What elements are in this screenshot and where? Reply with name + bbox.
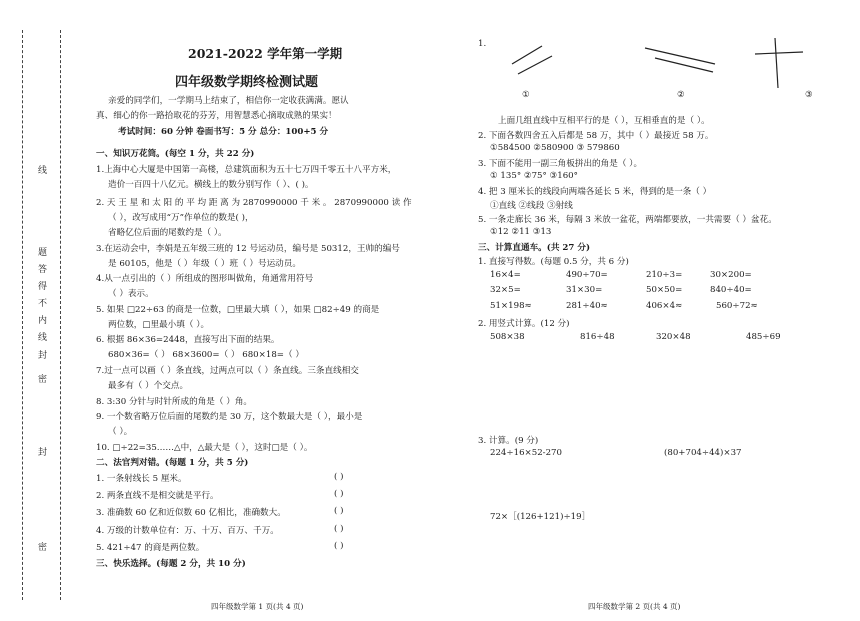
page-1-footer: 四年级数学第 1 页(共 4 页) <box>211 602 304 611</box>
p2-q2-options: ①584500 ②580900 ③ 579860 <box>490 143 620 153</box>
calc-section-heading: 三、计算直通车。(共 27 分) <box>478 243 591 253</box>
p2-q1-number: 1. <box>478 39 487 49</box>
binding-glyph: 得 <box>38 282 48 292</box>
judge-answer-3[interactable]: ( ) <box>334 506 344 516</box>
oral-calc: 281÷40≈ <box>566 301 608 311</box>
figure-label-3: ③ <box>805 90 813 100</box>
line-figures <box>500 38 840 93</box>
expression-3: 72×［(126+121)÷19］ <box>490 512 591 522</box>
binding-glyph: 封 <box>38 351 48 361</box>
figure-1-line-a <box>512 46 542 64</box>
q9-line-1: 9. 一个数省略万位后面的尾数约是 30 万，这个数最大是（ ），最小是 <box>96 412 363 422</box>
figure-2-line-b <box>655 58 713 72</box>
vertical-calc: 320×48 <box>656 332 691 342</box>
p2-q2: 2. 下面各数四舍五入后都是 58 万，其中（ ）最接近 58 万。 <box>478 131 714 141</box>
figure-3-line-h <box>755 52 803 54</box>
page-2-footer: 四年级数学第 2 页(共 4 页) <box>588 602 681 611</box>
binding-glyph: 线 <box>38 333 48 343</box>
oral-calc: 51×198≈ <box>490 301 532 311</box>
binding-glyph: 密 <box>38 543 48 553</box>
expression-1: 224÷16×52-270 <box>490 448 562 458</box>
calc-2-heading: 2. 用竖式计算。(12 分) <box>478 319 570 329</box>
section-2-heading: 二、法官判对错。(每题 1 分，共 5 分) <box>96 458 249 468</box>
q5-line-1: 5. 如果 □22÷63 的商是一位数，□里最大填（ ），如果 □82÷49 的商是 <box>96 305 380 315</box>
q4-line-2: （ ）表示。 <box>108 289 154 299</box>
oral-calc: 50×50= <box>646 285 683 295</box>
binding-glyph: 封 <box>38 448 48 458</box>
judge-answer-2[interactable]: ( ) <box>334 489 344 499</box>
q9-line-2: （ ）。 <box>108 427 133 437</box>
binding-glyph: 答 <box>38 265 48 275</box>
oral-calc: 16×4= <box>490 270 521 280</box>
oral-calc: 840÷40= <box>710 285 752 295</box>
section-3-heading-p1: 三、快乐选择。(每题 2 分，共 10 分) <box>96 559 246 569</box>
oral-calc: 490÷70= <box>566 270 608 280</box>
judge-item-1: 1. 一条射线长 5 厘米。 <box>96 474 187 484</box>
judge-answer-1[interactable]: ( ) <box>334 472 344 482</box>
figure-label-2: ② <box>677 90 685 100</box>
q2-line-1: 2. 天 王 星 和 太 阳 的 平 均 距 离 为 2870990000 千 米 。 2870990000 读 作 <box>96 198 412 208</box>
figure-3-line-v <box>775 38 778 88</box>
vertical-calc: 816÷48 <box>580 332 615 342</box>
oral-calc: 210÷3= <box>646 270 683 280</box>
binding-line-outer <box>22 30 23 600</box>
calc-3-heading: 3. 计算。(9 分) <box>478 436 539 446</box>
judge-item-4: 4. 万级的计数单位有：万、十万、百万、千万。 <box>96 526 279 536</box>
oral-calc: 30×200= <box>710 270 752 280</box>
judge-item-5: 5. 421÷47 的商是两位数。 <box>96 543 205 553</box>
exam-year-title: 2021-2022 学年第一学期 <box>188 46 343 61</box>
judge-answer-4[interactable]: ( ) <box>334 524 344 534</box>
q8-line: 8. 3:30 分针与时针所成的角是（ ）角。 <box>96 397 253 407</box>
binding-glyph: 内 <box>38 316 48 326</box>
q6-results: 680×36=（ ） 68×3600=（ ） 680×18=（ ） <box>108 350 304 360</box>
p2-q3: 3. 下面不能用一副三角板拼出的角是（ ）。 <box>478 159 643 169</box>
figure-2-line-a <box>645 48 715 64</box>
p2-q1-text: 上面几组直线中互相平行的是（ ），互相垂直的是（ ）。 <box>498 116 710 126</box>
section-1-heading: 一、知识万花筒。(每空 1 分，共 22 分) <box>96 149 255 159</box>
binding-glyph: 密 <box>38 375 48 385</box>
q1-line-1: 1.上海中心大厦是中国第一高楼，总建筑面积为五十七万四千零五十八平方米， <box>96 165 397 175</box>
judge-item-3: 3. 准确数 60 亿和近似数 60 亿相比，准确数大。 <box>96 508 286 518</box>
p2-q5-options: ①12 ②11 ③13 <box>490 227 552 237</box>
q3-line-1: 3.在运动会中，李娟是五年级三班的 12 号运动员，编号是 50312，王帅的编号 <box>96 244 400 254</box>
judge-item-2: 2. 两条直线不是相交就是平行。 <box>96 491 219 501</box>
q3-line-2: 是 60105，他是（ ）年级（ ）班（ ）号运动员。 <box>108 259 301 269</box>
q7-line-1: 7.过一点可以画（ ）条直线，过两点可以（ ）条直线。三条直线相交 <box>96 366 359 376</box>
intro-line-1: 亲爱的同学们，一学期马上结束了，相信你一定收获满满。愿认 <box>108 96 349 106</box>
oral-calc: 406×4≈ <box>646 301 683 311</box>
exam-info: 考试时间：60 分钟 卷面书写：5 分 总分：100+5 分 <box>118 127 329 137</box>
oral-calc: 32×5= <box>490 285 521 295</box>
q5-line-2: 两位数，□里最小填（ ）。 <box>108 320 210 330</box>
judge-answer-5[interactable]: ( ) <box>334 541 344 551</box>
q10-line: 10. □÷22=35……△中，△最大是（ ），这时□是（ ）。 <box>96 443 313 453</box>
binding-glyph: 不 <box>38 299 48 309</box>
p2-q3-options: ① 135° ②75° ③160° <box>490 171 578 181</box>
intro-line-2: 真、细心的你一路拾取花的芬芳，用智慧悉心摘取成熟的果实！ <box>96 111 337 121</box>
binding-glyph: 线 <box>38 166 48 176</box>
calc-1-heading: 1. 直接写得数。(每题 0.5 分，共 6 分) <box>478 257 629 267</box>
figure-1-line-b <box>518 56 552 74</box>
p2-q4: 4. 把 3 厘米长的线段向两端各延长 5 米，得到的是一条（ ） <box>478 187 712 197</box>
exam-title: 四年级数学期终检测试题 <box>175 75 319 90</box>
p2-q5: 5. 一条走廊长 36 米，每隔 3 米放一盆花，两端都要放，一共需要（ ）盆花。 <box>478 215 777 225</box>
q1-line-2: 造价一百四十八亿元。横线上的数分别写作（ ）、( )。 <box>108 180 314 190</box>
binding-glyph: 题 <box>38 248 48 258</box>
q6-line: 6. 根据 86×36=2448，直接写出下面的结果。 <box>96 335 280 345</box>
vertical-calc: 485÷69 <box>746 332 781 342</box>
q7-line-2: 最多有（ ）个交点。 <box>108 381 189 391</box>
q2-line-3: 省略亿位后面的尾数约是（ ）。 <box>108 228 227 238</box>
figure-label-1: ① <box>522 90 530 100</box>
expression-2: (80+704÷44)×37 <box>664 448 742 458</box>
oral-calc: 31×30= <box>566 285 603 295</box>
binding-line-inner <box>60 30 61 600</box>
oral-calc: 560÷72≈ <box>716 301 758 311</box>
q2-line-2: （ ），改写成用“万”作单位的数是( )， <box>108 213 254 223</box>
vertical-calc: 508×38 <box>490 332 525 342</box>
p2-q4-options: ①直线 ②线段 ③射线 <box>490 201 573 211</box>
q4-line-1: 4.从一点引出的（ ）所组成的图形叫做角，角通常用符号 <box>96 274 314 284</box>
